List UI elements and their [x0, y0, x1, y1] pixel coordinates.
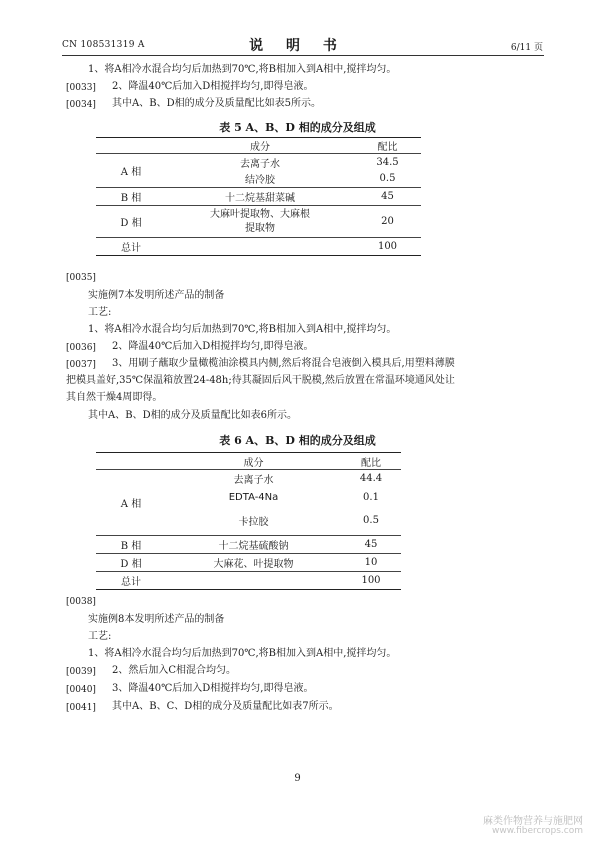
table-cell-phase: A 相 — [96, 470, 166, 536]
process-label: 工艺: — [88, 307, 112, 318]
table-cell-component: 去离子水 — [166, 470, 341, 488]
para-number-0035: [0035] — [66, 273, 96, 283]
table-row — [96, 572, 401, 590]
table-5-header-phase — [96, 138, 166, 154]
table-row — [96, 188, 421, 206]
para-number-0034: [0034] — [66, 100, 96, 110]
para-number-0039: [0039] — [66, 667, 96, 677]
table-cell-component: 十二烷基甜菜碱 — [166, 188, 354, 206]
para-0037-line-1: 3、用刷子蘸取少量橄榄油涂模具内侧,然后将混合皂液倒入模具后,用塑料薄膜 — [112, 358, 455, 369]
page-indicator: 6/11 页 — [510, 43, 543, 53]
step-1-text: 1、将A相冷水混合均匀后加热到70℃,将B相加入到A相中,搅拌均匀。 — [88, 64, 397, 75]
para-number-0040: [0040] — [66, 685, 96, 695]
para-0033-text: 2、降温40℃后加入D相搅拌均匀,即得皂液。 — [112, 81, 314, 92]
table-cell-phase: B 相 — [96, 188, 166, 206]
para-0040-text: 3、降温40℃后加入D相搅拌均匀,即得皂液。 — [112, 683, 314, 694]
para-0036-text: 2、降温40℃后加入D相搅拌均匀,即得皂液。 — [112, 341, 314, 352]
table-6-header-phase — [96, 453, 166, 470]
step-1-text: 1、将A相冷水混合均匀后加热到70℃,将B相加入到A相中,搅拌均匀。 — [88, 648, 397, 659]
table-cell-component — [166, 238, 354, 256]
table-6-caption: 表 6 A、B、D 相的成分及组成 — [219, 434, 376, 447]
table-6-header-ratio: 配比 — [341, 453, 401, 470]
table-cell-component: 大麻花、叶提取物 — [166, 554, 341, 572]
example-8-title: 实施例8本发明所述产品的制备 — [88, 614, 225, 625]
table-cell-ratio: 45 — [354, 188, 421, 206]
table-row — [96, 470, 401, 488]
para-number-0033: [0033] — [66, 83, 96, 93]
table-row — [96, 154, 421, 171]
table-cell-phase: A 相 — [96, 154, 166, 188]
document-title: 说 明 书 — [249, 38, 346, 54]
para-number-0037: [0037] — [66, 360, 96, 370]
table-cell-phase: B 相 — [96, 536, 166, 554]
para-number-0041: [0041] — [66, 703, 96, 713]
page-number: 9 — [294, 773, 301, 784]
table-row — [96, 536, 401, 554]
para-0041-text: 其中A、B、C、D相的成分及质量配比如表7所示。 — [112, 701, 339, 712]
table-cell-component-line-1: 大麻叶提取物、大麻根 — [210, 208, 310, 220]
table-5 — [96, 137, 421, 256]
para-number-0038: [0038] — [66, 597, 96, 607]
header-rule — [62, 55, 544, 56]
table-cell-ratio: 0.5 — [363, 515, 379, 527]
example-7-title: 实施例7本发明所述产品的制备 — [88, 290, 225, 301]
table-cell-component: 去离子水 — [166, 154, 354, 171]
table-5-caption: 表 5 A、B、D 相的成分及组成 — [219, 121, 376, 134]
table-6 — [96, 452, 401, 590]
table-cell-component: 十二烷基硫酸钠 — [166, 536, 341, 554]
para-0034-text: 其中A、B、D相的成分及质量配比如表5所示。 — [112, 98, 321, 109]
table-6-header-row — [96, 453, 401, 470]
step-1-text: 1、将A相冷水混合均匀后加热到70℃,将B相加入到A相中,搅拌均匀。 — [88, 324, 397, 335]
table-cell-ratio: 0.5 — [379, 173, 396, 185]
table-6-header-component: 成分 — [166, 453, 341, 470]
table-row — [96, 238, 421, 256]
table-cell-phase: D 相 — [96, 554, 166, 572]
table-6-intro: 其中A、B、D相的成分及质量配比如表6所示。 — [88, 410, 297, 421]
watermark-url: www.fibercrops.com — [492, 826, 583, 836]
patent-number: CN 108531319 A — [62, 40, 145, 50]
table-cell-ratio: 0.1 — [363, 491, 379, 503]
table-cell-component: 结冷胶 — [245, 175, 275, 187]
watermark-site-name: 麻类作物营养与施肥网 — [483, 816, 583, 827]
table-5-header-component: 成分 — [166, 138, 354, 154]
table-5-header-ratio: 配比 — [354, 138, 421, 154]
table-cell-component: EDTA-4Na — [228, 491, 279, 503]
table-cell-ratio: 10 — [341, 554, 401, 572]
table-cell-component — [166, 572, 341, 590]
table-cell-ratio: 34.5 — [354, 154, 421, 171]
table-cell-ratio: 44.4 — [341, 470, 401, 488]
table-cell-ratio: 100 — [354, 238, 421, 256]
table-cell-phase: D 相 — [96, 206, 166, 238]
process-label: 工艺: — [88, 631, 112, 642]
table-cell-component — [166, 206, 354, 238]
table-row — [96, 554, 401, 572]
table-cell-ratio: 100 — [341, 572, 401, 590]
para-number-0036: [0036] — [66, 343, 96, 353]
table-cell-component-line-2: 提取物 — [245, 222, 275, 234]
table-5-header-row — [96, 138, 421, 154]
para-0037-line-3: 其自然干燥4周即得。 — [66, 392, 163, 403]
para-0039-text: 2、然后加入C相混合均匀。 — [112, 665, 237, 676]
table-cell-ratio: 20 — [354, 206, 421, 238]
table-cell-phase: 总计 — [96, 238, 166, 256]
table-cell-component: 卡拉胶 — [238, 517, 269, 529]
table-cell-ratio: 45 — [341, 536, 401, 554]
para-0037-line-2: 把模具盖好,35℃保温箱放置24-48h;待其凝固后风干脱模,然后放置在常温环境通风处让 — [66, 375, 455, 386]
table-cell-phase: 总计 — [96, 572, 166, 590]
table-row — [96, 206, 421, 238]
